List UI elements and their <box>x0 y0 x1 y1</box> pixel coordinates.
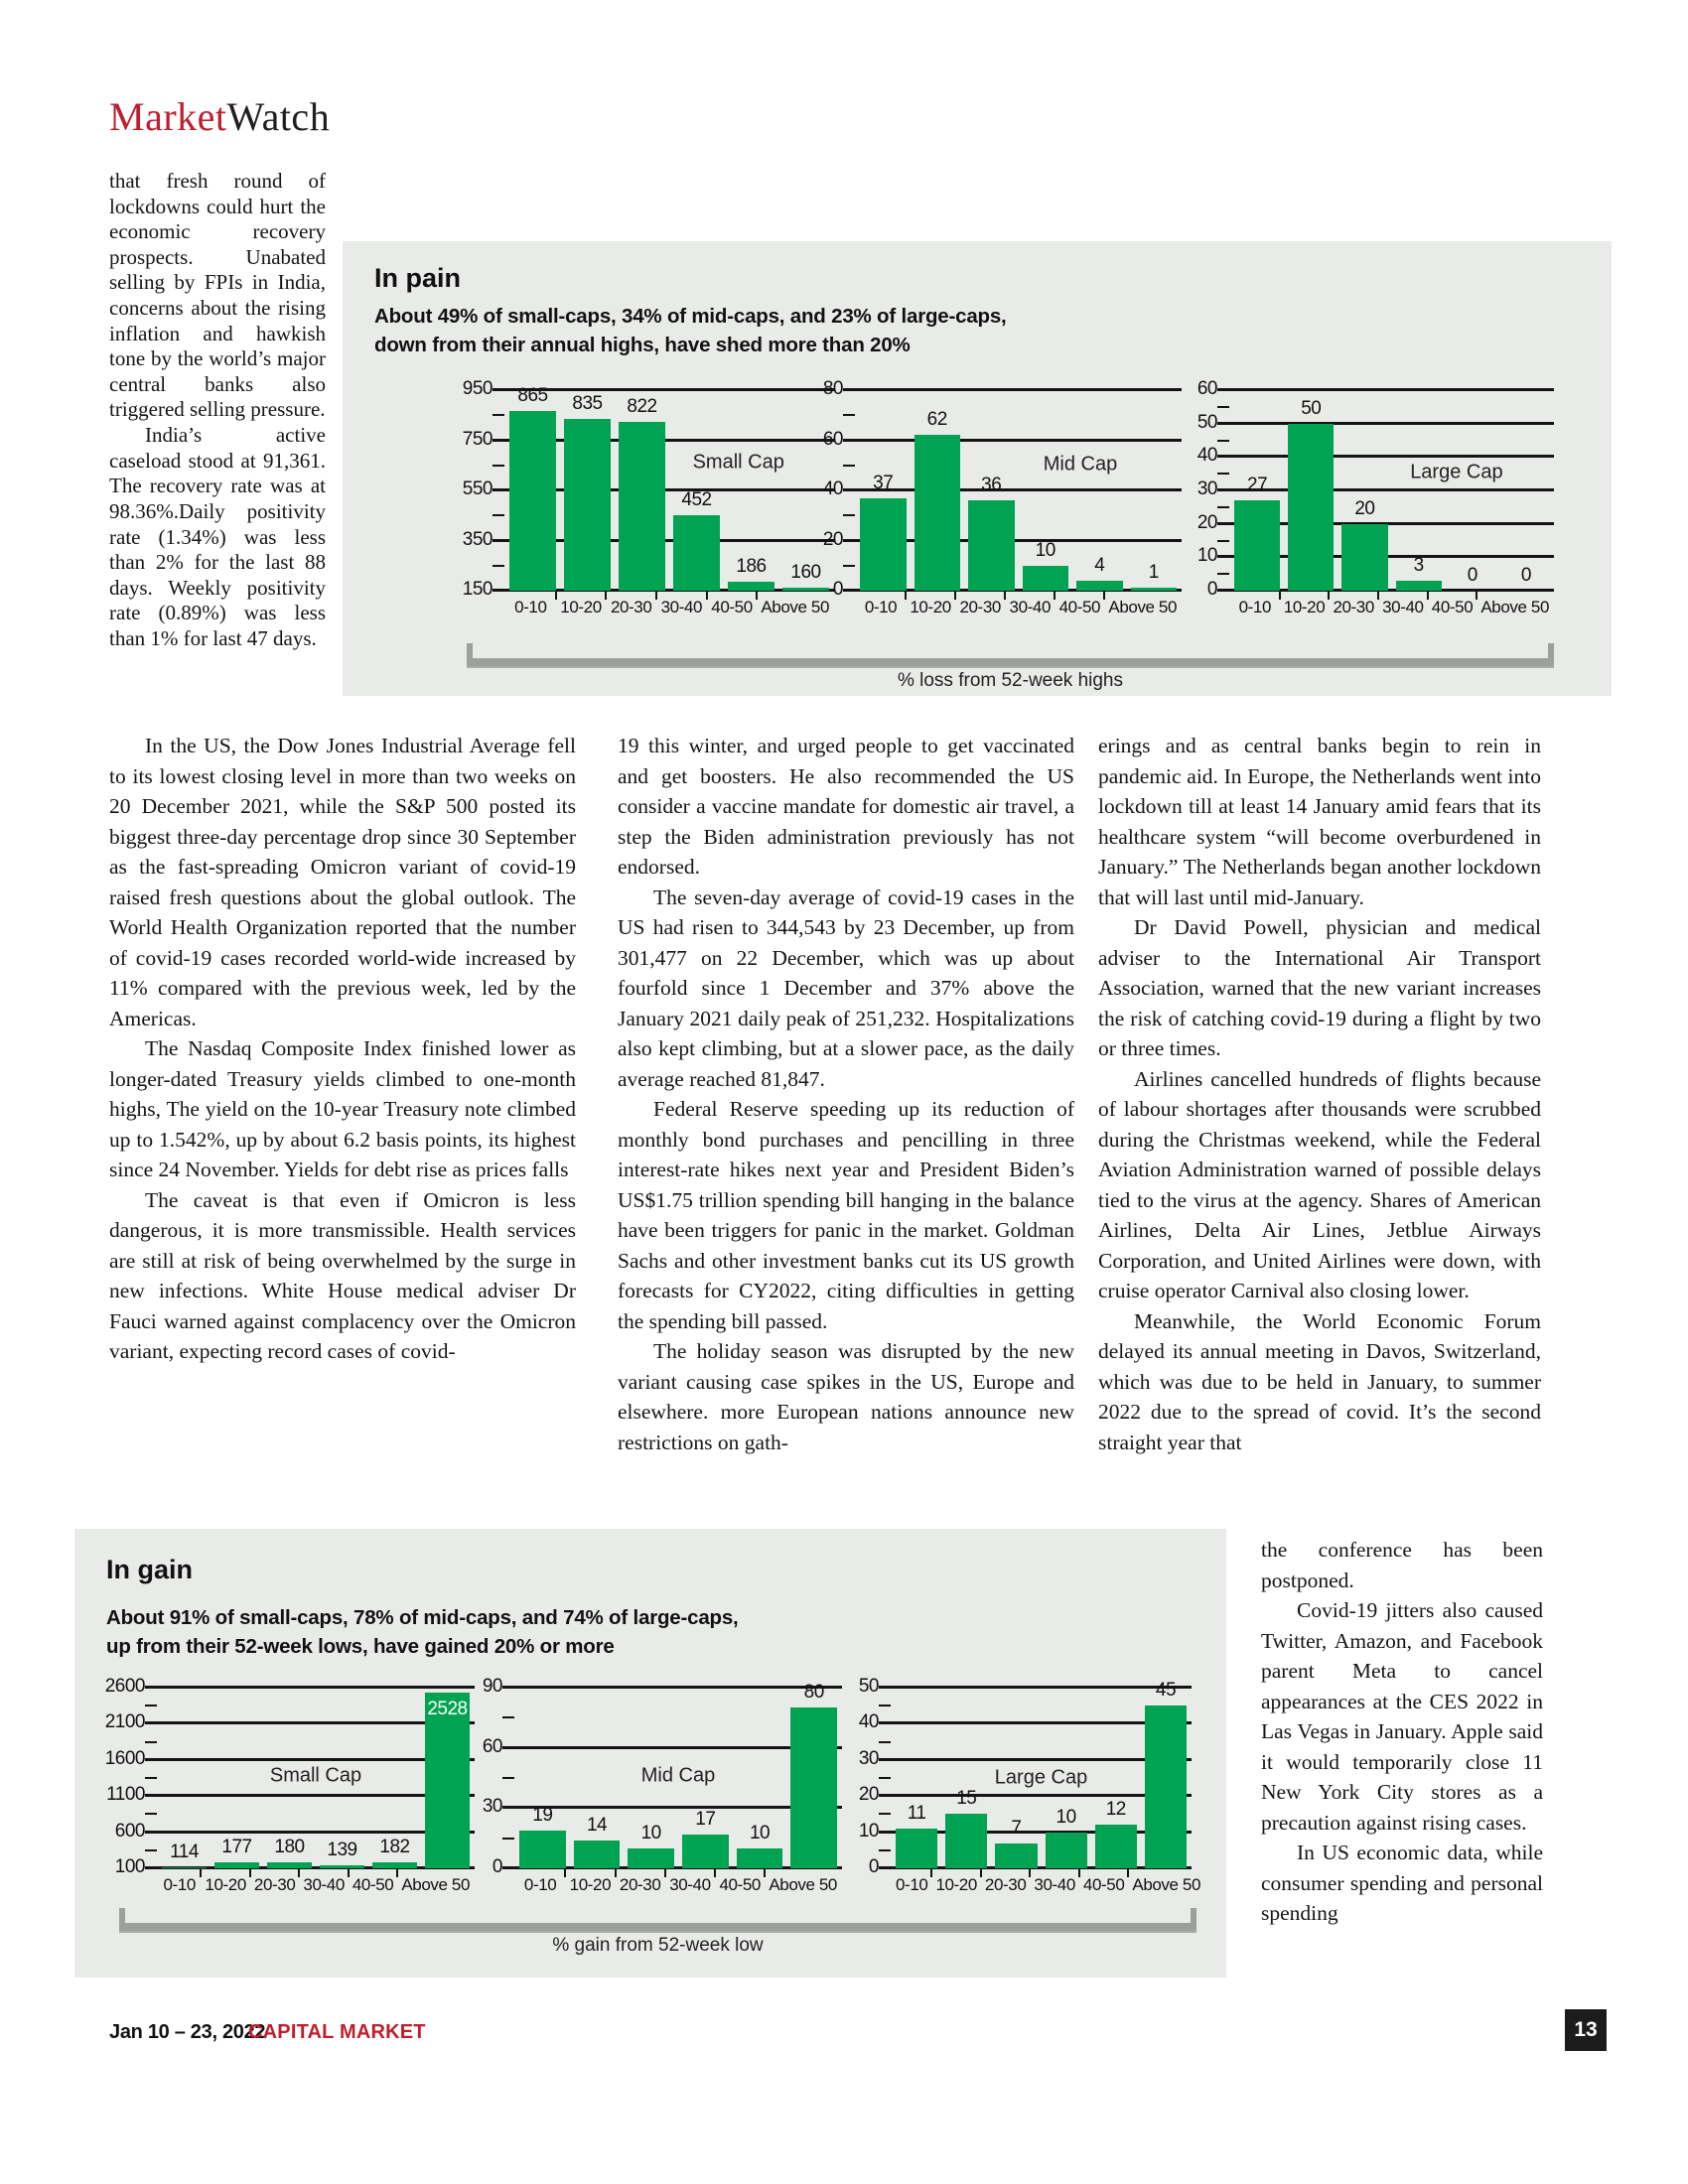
chart-gain-mid-cap <box>467 1676 842 1895</box>
bar <box>1076 581 1123 591</box>
x-tick-label: 20-30 <box>984 1875 1027 1894</box>
bar-value-label: 865 <box>517 385 548 407</box>
article-column-2 <box>618 731 1074 1457</box>
y-tick-label: 40 <box>1196 445 1217 467</box>
x-tick-label: 0-10 <box>523 1875 557 1894</box>
y-tick-label: 150 <box>462 579 492 600</box>
bar-value-label: 11 <box>907 1802 926 1824</box>
bar <box>728 582 774 591</box>
bar <box>509 411 556 591</box>
bar-slot <box>896 1688 937 1868</box>
x-tick-label: 0-10 <box>163 1875 196 1894</box>
bar-slot <box>372 1688 417 1868</box>
plot-area <box>855 390 1182 591</box>
bar-value-label: 27 <box>1247 475 1268 496</box>
bar-value-label: 7 <box>1011 1817 1022 1839</box>
bar <box>1095 1825 1137 1868</box>
bar <box>1396 581 1442 591</box>
minor-tick <box>1217 506 1229 508</box>
bar <box>737 1848 783 1868</box>
y-tick-label: 30 <box>858 1747 879 1769</box>
x-tick-label: Above 50 <box>769 1875 837 1894</box>
x-tick-label: 30-40 <box>303 1875 345 1894</box>
paragraph: the conference has been postponed. <box>1261 1538 1543 1592</box>
paragraph: The Nasdaq Composite Index finished lower as longer-dated Treasury yields climbed to one-month highs, The yield on the 10-year Treasury note climbed up to 1.542%, up by about 6.2 basis points, its highest since 24 November. Yields for debt rise as prices falls <box>109 1036 576 1182</box>
y-tick-label: 0 <box>1206 579 1217 600</box>
bar <box>968 500 1015 591</box>
y-tick-label: 50 <box>1196 411 1217 433</box>
minor-tick <box>843 414 855 416</box>
bar-value-label: 452 <box>681 488 712 510</box>
y-tick-label: 2100 <box>104 1711 145 1733</box>
x-tick-label: 40-50 <box>352 1875 394 1894</box>
y-tick-label: 950 <box>462 378 492 399</box>
bar-slot <box>945 1688 987 1868</box>
x-tick-label: 40-50 <box>1431 598 1474 616</box>
bar <box>682 1835 729 1868</box>
in-gain-title: In gain <box>106 1555 193 1584</box>
bar <box>782 588 829 591</box>
y-tick-label: 10 <box>1196 545 1217 567</box>
chart-group-label: Small Cap <box>692 451 784 474</box>
bar-slot <box>673 390 720 591</box>
article-column-3 <box>1098 731 1541 1457</box>
x-axis-labels <box>891 1875 1201 1895</box>
y-tick-label: 1600 <box>104 1747 145 1769</box>
x-tick-label: 20-30 <box>1333 598 1374 616</box>
x-axis-labels <box>514 1875 842 1895</box>
bar-slot <box>214 1688 259 1868</box>
y-tick-label: 0 <box>492 1856 502 1877</box>
x-tick-label: 30-40 <box>1009 598 1052 616</box>
bar <box>860 498 907 591</box>
bar <box>790 1707 837 1868</box>
bar <box>372 1862 417 1868</box>
minor-tick <box>879 1849 891 1851</box>
in-gain-panel <box>74 1529 1226 1978</box>
in-gain-axis-caption: % gain from 52-week low <box>552 1935 764 1956</box>
in-pain-subtitle-line2: down from their annual highs, have shed more than 20% <box>374 333 911 356</box>
chart-pain-mid-cap <box>807 378 1182 617</box>
chart-group-label: Small Cap <box>269 1764 362 1787</box>
chart-group-label: Large Cap <box>994 1766 1088 1789</box>
y-tick-label: 80 <box>822 378 843 399</box>
y-tick-label: 600 <box>114 1820 145 1842</box>
bar-slot <box>914 390 961 591</box>
bar-slot <box>1341 390 1387 591</box>
bar-value-label: 822 <box>627 396 657 418</box>
bar <box>945 1814 987 1868</box>
x-tick-label: 10-20 <box>910 598 951 616</box>
bar-value-label: 3 <box>1413 554 1424 576</box>
x-tick-label: 30-40 <box>1382 598 1424 616</box>
minor-tick <box>145 1777 157 1779</box>
y-tick-label: 1100 <box>106 1784 145 1806</box>
bar <box>1145 1706 1187 1868</box>
x-axis-labels <box>157 1875 475 1895</box>
bar <box>574 1841 621 1868</box>
bar <box>673 515 720 591</box>
bar-slot <box>1023 390 1069 591</box>
y-tick-label: 50 <box>858 1676 879 1697</box>
minor-tick <box>492 465 504 467</box>
plot-area <box>891 1680 1192 1868</box>
bar-slot <box>737 1688 783 1868</box>
x-tick-label: 10-20 <box>205 1875 246 1894</box>
bar-slot <box>425 1688 470 1868</box>
bar-value-label: 0 <box>1520 565 1531 586</box>
bar-slot <box>564 390 611 591</box>
masthead-watch: Watch <box>226 94 331 139</box>
chart-group-label: Large Cap <box>1410 461 1503 483</box>
bar-value-label: 10 <box>1055 1806 1076 1828</box>
bar-slot <box>860 390 907 591</box>
bar <box>1288 424 1334 591</box>
bar <box>995 1843 1037 1868</box>
x-tick-label: 20-30 <box>253 1875 296 1894</box>
chart-gain-large-cap <box>843 1676 1201 1895</box>
paragraph: The caveat is that even if Omicron is less dangerous, it is more transmissible. Health services are still at risk of being overwhelmed by the surge in new infections. White House medical adviser Dr Fauci warned against complacency over the Omicron variant, expecting record cases of covid- <box>109 1187 576 1364</box>
bar <box>519 1831 566 1868</box>
bar-slot <box>1234 390 1280 591</box>
paragraph: The seven-day average of covid-19 cases in the US had risen to 344,543 by 23 December, up from 301,477 on 22 December, which was up about fourfold since 1 December and 37% above the January 2021 daily peak of 251,232. Hospitalizations also kept climbing, but at a slower pace, as the daily average reached 81,847. <box>618 885 1074 1091</box>
x-tick-label: 0-10 <box>864 598 898 616</box>
minor-tick <box>1217 573 1229 575</box>
y-tick-label: 90 <box>482 1676 502 1697</box>
x-tick-label: Above 50 <box>761 598 829 616</box>
y-tick-label: 750 <box>462 428 492 450</box>
minor-tick <box>145 1741 157 1743</box>
x-axis-labels <box>1229 598 1554 617</box>
bar-value-label: 4 <box>1094 554 1105 576</box>
y-tick-label: 30 <box>1196 478 1217 499</box>
in-pain-title: In pain <box>374 263 461 293</box>
in-gain-subtitle-line1: About 91% of small-caps, 78% of mid-caps, and 74% of large-caps, <box>106 1606 739 1629</box>
bar-slot <box>162 1688 207 1868</box>
y-tick-label: 350 <box>462 528 492 550</box>
in-pain-subtitle-line1: About 49% of small-caps, 34% of mid-caps, and 23% of large-caps, <box>374 305 1007 328</box>
x-tick-label: Above 50 <box>1108 598 1178 616</box>
bar <box>1023 566 1069 591</box>
bar-value-label: 19 <box>532 1804 553 1826</box>
minor-tick <box>1217 440 1229 442</box>
bar <box>1234 500 1280 591</box>
bar-slot <box>1145 1680 1187 1868</box>
bar-slot <box>1503 390 1549 591</box>
bar <box>267 1862 312 1868</box>
bar-slot <box>790 1682 837 1868</box>
bar-slot <box>574 1688 621 1868</box>
bar <box>1341 524 1387 591</box>
axis-bracket <box>467 643 1554 666</box>
paragraph: that fresh round of lockdowns could hurt the economic recovery prospects. Unabated selling by FPIs in India, concerns about the rising inflation and hawkish tone by the world’s major central banks also triggered selling pressure. <box>109 169 326 422</box>
x-tick-label: 20-30 <box>610 598 652 616</box>
bar-slot <box>619 390 665 591</box>
in-pain-panel <box>343 241 1612 696</box>
plot-area <box>1229 390 1554 591</box>
x-tick-label: 20-30 <box>959 598 1001 616</box>
bar-slot <box>1131 390 1178 591</box>
y-tick-label: 2600 <box>104 1676 145 1697</box>
minor-tick <box>879 1741 891 1743</box>
minor-tick <box>1217 406 1229 408</box>
x-tick-label: 40-50 <box>1082 1875 1125 1894</box>
bar-value-label: 1 <box>1148 562 1159 584</box>
bar-value-label: 50 <box>1301 397 1322 419</box>
x-tick-label: 40-50 <box>1058 598 1101 616</box>
y-tick-label: 10 <box>858 1820 879 1842</box>
bars <box>1229 390 1554 591</box>
y-tick-label: 20 <box>858 1784 879 1806</box>
bar-value-label: 36 <box>981 475 1002 496</box>
bar-value-label: 37 <box>873 472 894 493</box>
y-tick-label: 30 <box>482 1796 502 1818</box>
bars <box>855 390 1182 591</box>
plot-area <box>504 385 834 591</box>
x-tick-label: 40-50 <box>719 1875 761 1894</box>
in-gain-subtitle-line2: up from their 52-week lows, have gained 20% or more <box>106 1634 615 1658</box>
bar <box>896 1829 937 1868</box>
bar-value-label: 180 <box>274 1837 305 1858</box>
chart-pain-large-cap <box>1182 378 1554 617</box>
x-tick-label: 0-10 <box>514 598 547 616</box>
bar-slot <box>782 390 829 591</box>
plot-area <box>157 1688 475 1868</box>
left-column <box>109 169 326 652</box>
bar-slot <box>1396 390 1442 591</box>
bar-slot <box>519 1688 566 1868</box>
y-tick-label: 20 <box>822 528 843 550</box>
y-tick-label: 0 <box>832 579 843 600</box>
paragraph: Federal Reserve speeding up its reduction of monthly bond purchases and pencilling in three interest-rate hikes next year and President Biden’s US$1.75 trillion spending bill hanging in the balance have been triggers for panic in the market. Goldman Sachs and other investment banks cut its US growth forecasts for CY2022, citing difficulties in getting the spending bill passed. <box>618 1097 1074 1333</box>
bar-slot <box>968 390 1015 591</box>
bar-value-label: 20 <box>1354 497 1375 519</box>
bar-value-label: 10 <box>640 1822 661 1843</box>
chart-gain-small-cap <box>104 1676 475 1895</box>
in-pain-axis-caption: % loss from 52-week highs <box>897 670 1124 691</box>
minor-tick <box>1217 540 1229 542</box>
y-tick-label: 40 <box>858 1711 879 1733</box>
minor-tick <box>492 514 504 516</box>
minor-tick <box>492 414 504 416</box>
paragraph: In US economic data, while consumer spending and personal spending <box>1261 1841 1543 1926</box>
bar-value-label: 2528 <box>427 1699 468 1720</box>
bar <box>914 435 961 591</box>
article-column-1 <box>109 731 576 1367</box>
y-tick-label: 100 <box>114 1856 145 1877</box>
bar-value-label: 15 <box>956 1788 977 1810</box>
bar-value-label: 45 <box>1155 1680 1177 1702</box>
bar-slot <box>1076 390 1123 591</box>
minor-tick <box>492 565 504 567</box>
bar-value-label: 139 <box>327 1840 357 1861</box>
paragraph: The holiday season was disrupted by the new variant causing case spikes in the US, Europe and elsewhere. more European nations announce new restrictions on gath- <box>618 1339 1074 1454</box>
paragraph: Meanwhile, the World Economic Forum delayed its annual meeting in Davos, Switzerland, which was due to be held in January, to summer 2022 due to the spread of covid. It’s the second straight year that <box>1098 1308 1541 1454</box>
minor-tick <box>843 465 855 467</box>
paragraph: 19 this winter, and urged people to get vaccinated and get boosters. He also recommended the US consider a vaccine mandate for domestic air travel, a step the Biden administration previously has not endorsed. <box>618 734 1074 880</box>
x-tick-label: 10-20 <box>935 1875 977 1894</box>
x-tick-label: 30-40 <box>1034 1875 1075 1894</box>
paragraph: In the US, the Dow Jones Industrial Average fell to its lowest closing level in more than two weeks on 20 December 2021, while the S&P 500 posted its biggest three-day percentage drop since 30 September as the fast-spreading Omicron variant of covid-19 raised fresh questions about the global outlook. The World Health Organization reported that the number of covid-19 cases recorded world-wide increased by 11% compared with the previous week, led by the Americas. <box>109 734 576 1030</box>
paragraph: India’s active caseload stood at 91,361. The recovery rate was at 98.36%.Daily positivity rate (1.34%) was less than 2% for the last 88 days. Weekly positivity rate (0.89%) was less than 1% for last 47 days. <box>109 423 326 650</box>
bar <box>162 1867 207 1868</box>
y-tick-label: 0 <box>868 1856 879 1877</box>
x-tick-label: 0-10 <box>1238 598 1272 616</box>
x-tick-label: 10-20 <box>569 1875 612 1894</box>
bar <box>214 1862 259 1868</box>
x-tick-label: 30-40 <box>669 1875 711 1894</box>
bar-slot <box>1450 390 1495 591</box>
bar-value-label: 186 <box>736 555 767 577</box>
x-tick-label: 0-10 <box>896 1875 928 1894</box>
minor-tick <box>145 1705 157 1706</box>
bar-value-label: 182 <box>379 1837 410 1858</box>
paragraph: erings and as central banks begin to rein in pandemic aid. In Europe, the Netherlands went into lockdown till at least 14 January amid fears that its healthcare system “will become overburdened in January.” The Netherlands began another lockdown that will last until mid-January. <box>1098 734 1541 909</box>
x-tick-label: Above 50 <box>1132 1875 1201 1894</box>
bar-value-label: 12 <box>1105 1799 1126 1821</box>
x-axis-labels <box>504 598 834 617</box>
footer-date: Jan 10 – 23, 2022 <box>109 2021 266 2043</box>
x-tick-label: Above 50 <box>401 1875 470 1894</box>
bar-value-label: 160 <box>790 562 821 584</box>
bar-slot <box>1288 390 1334 591</box>
in-pain-subtitle <box>374 303 1007 359</box>
in-gain-subtitle <box>106 1604 739 1661</box>
bar-value-label: 17 <box>695 1808 716 1830</box>
bar <box>628 1848 674 1868</box>
bar <box>564 419 611 591</box>
y-tick-label: 20 <box>1196 511 1217 533</box>
chart-group-label: Mid Cap <box>640 1764 716 1787</box>
y-tick-label: 60 <box>1196 378 1217 399</box>
bar-value-label: 10 <box>749 1822 771 1843</box>
bar-value-label: 14 <box>586 1814 608 1836</box>
paragraph: Dr David Powell, physician and medical adviser to the International Air Transport Association, warned that the new variant increases the risk of catching covid-19 during a flight by two or three times. <box>1098 915 1541 1061</box>
y-tick-label: 60 <box>822 428 843 450</box>
bar-slot <box>728 390 774 591</box>
minor-tick <box>843 565 855 567</box>
y-tick-label: 60 <box>482 1735 502 1757</box>
bar <box>619 422 665 591</box>
y-tick-label: 550 <box>462 478 492 499</box>
bar-value-label: 177 <box>221 1837 252 1858</box>
paragraph: Airlines cancelled hundreds of flights because of labour shortages after thousands were scrubbed during the Christmas weekend, while the Federal Aviation Administration warned of possible delays tied to the virus at the agency. Shares of American Airlines, Delta Air Lines, Jetblue Airways Corporation, and United Airlines were down, with cruise operator Carnival also closing lower. <box>1098 1066 1541 1303</box>
plot-area <box>514 1682 842 1868</box>
bar-value-label: 10 <box>1035 539 1055 561</box>
x-tick-label: 10-20 <box>560 598 602 616</box>
bar <box>1131 588 1178 591</box>
bar-value-label: 80 <box>803 1682 824 1704</box>
axis-bracket <box>119 1908 1196 1931</box>
bar-value-label: 62 <box>926 409 947 431</box>
bar-value-label: 835 <box>572 393 603 415</box>
bars <box>504 385 834 591</box>
minor-tick <box>502 1716 514 1718</box>
x-tick-label: 40-50 <box>711 598 753 616</box>
bar-slot <box>509 385 556 591</box>
paragraph: Covid-19 jitters also caused Twitter, Amazon, and Facebook parent Meta to cancel appearances at the CES 2022 in Las Vegas in January. Apple said it would temporarily close 11 New York City stores as a precaution against rising cases. <box>1261 1598 1543 1835</box>
minor-tick <box>502 1777 514 1779</box>
x-tick-label: Above 50 <box>1480 598 1549 616</box>
bar-value-label: 114 <box>170 1841 199 1862</box>
article-column-3-continued <box>1261 1535 1543 1929</box>
x-tick-label: 30-40 <box>660 598 703 616</box>
x-tick-label: 20-30 <box>619 1875 661 1894</box>
page-number: 13 <box>1565 2009 1607 2051</box>
footer-brand: CAPITAL MARKET <box>248 2021 426 2043</box>
bar <box>1046 1833 1087 1868</box>
minor-tick <box>145 1813 157 1815</box>
x-tick-label: 10-20 <box>1283 598 1326 616</box>
masthead-market: Market <box>109 94 227 139</box>
chart-group-label: Mid Cap <box>1043 453 1118 476</box>
y-tick-label: 40 <box>822 478 843 499</box>
bar <box>320 1865 364 1868</box>
minor-tick <box>502 1838 514 1840</box>
bar-slot <box>1095 1688 1137 1868</box>
minor-tick <box>879 1705 891 1706</box>
masthead <box>109 93 330 140</box>
bar-value-label: 0 <box>1467 565 1477 586</box>
minor-tick <box>843 514 855 516</box>
minor-tick <box>879 1777 891 1779</box>
x-axis-labels <box>855 598 1182 617</box>
